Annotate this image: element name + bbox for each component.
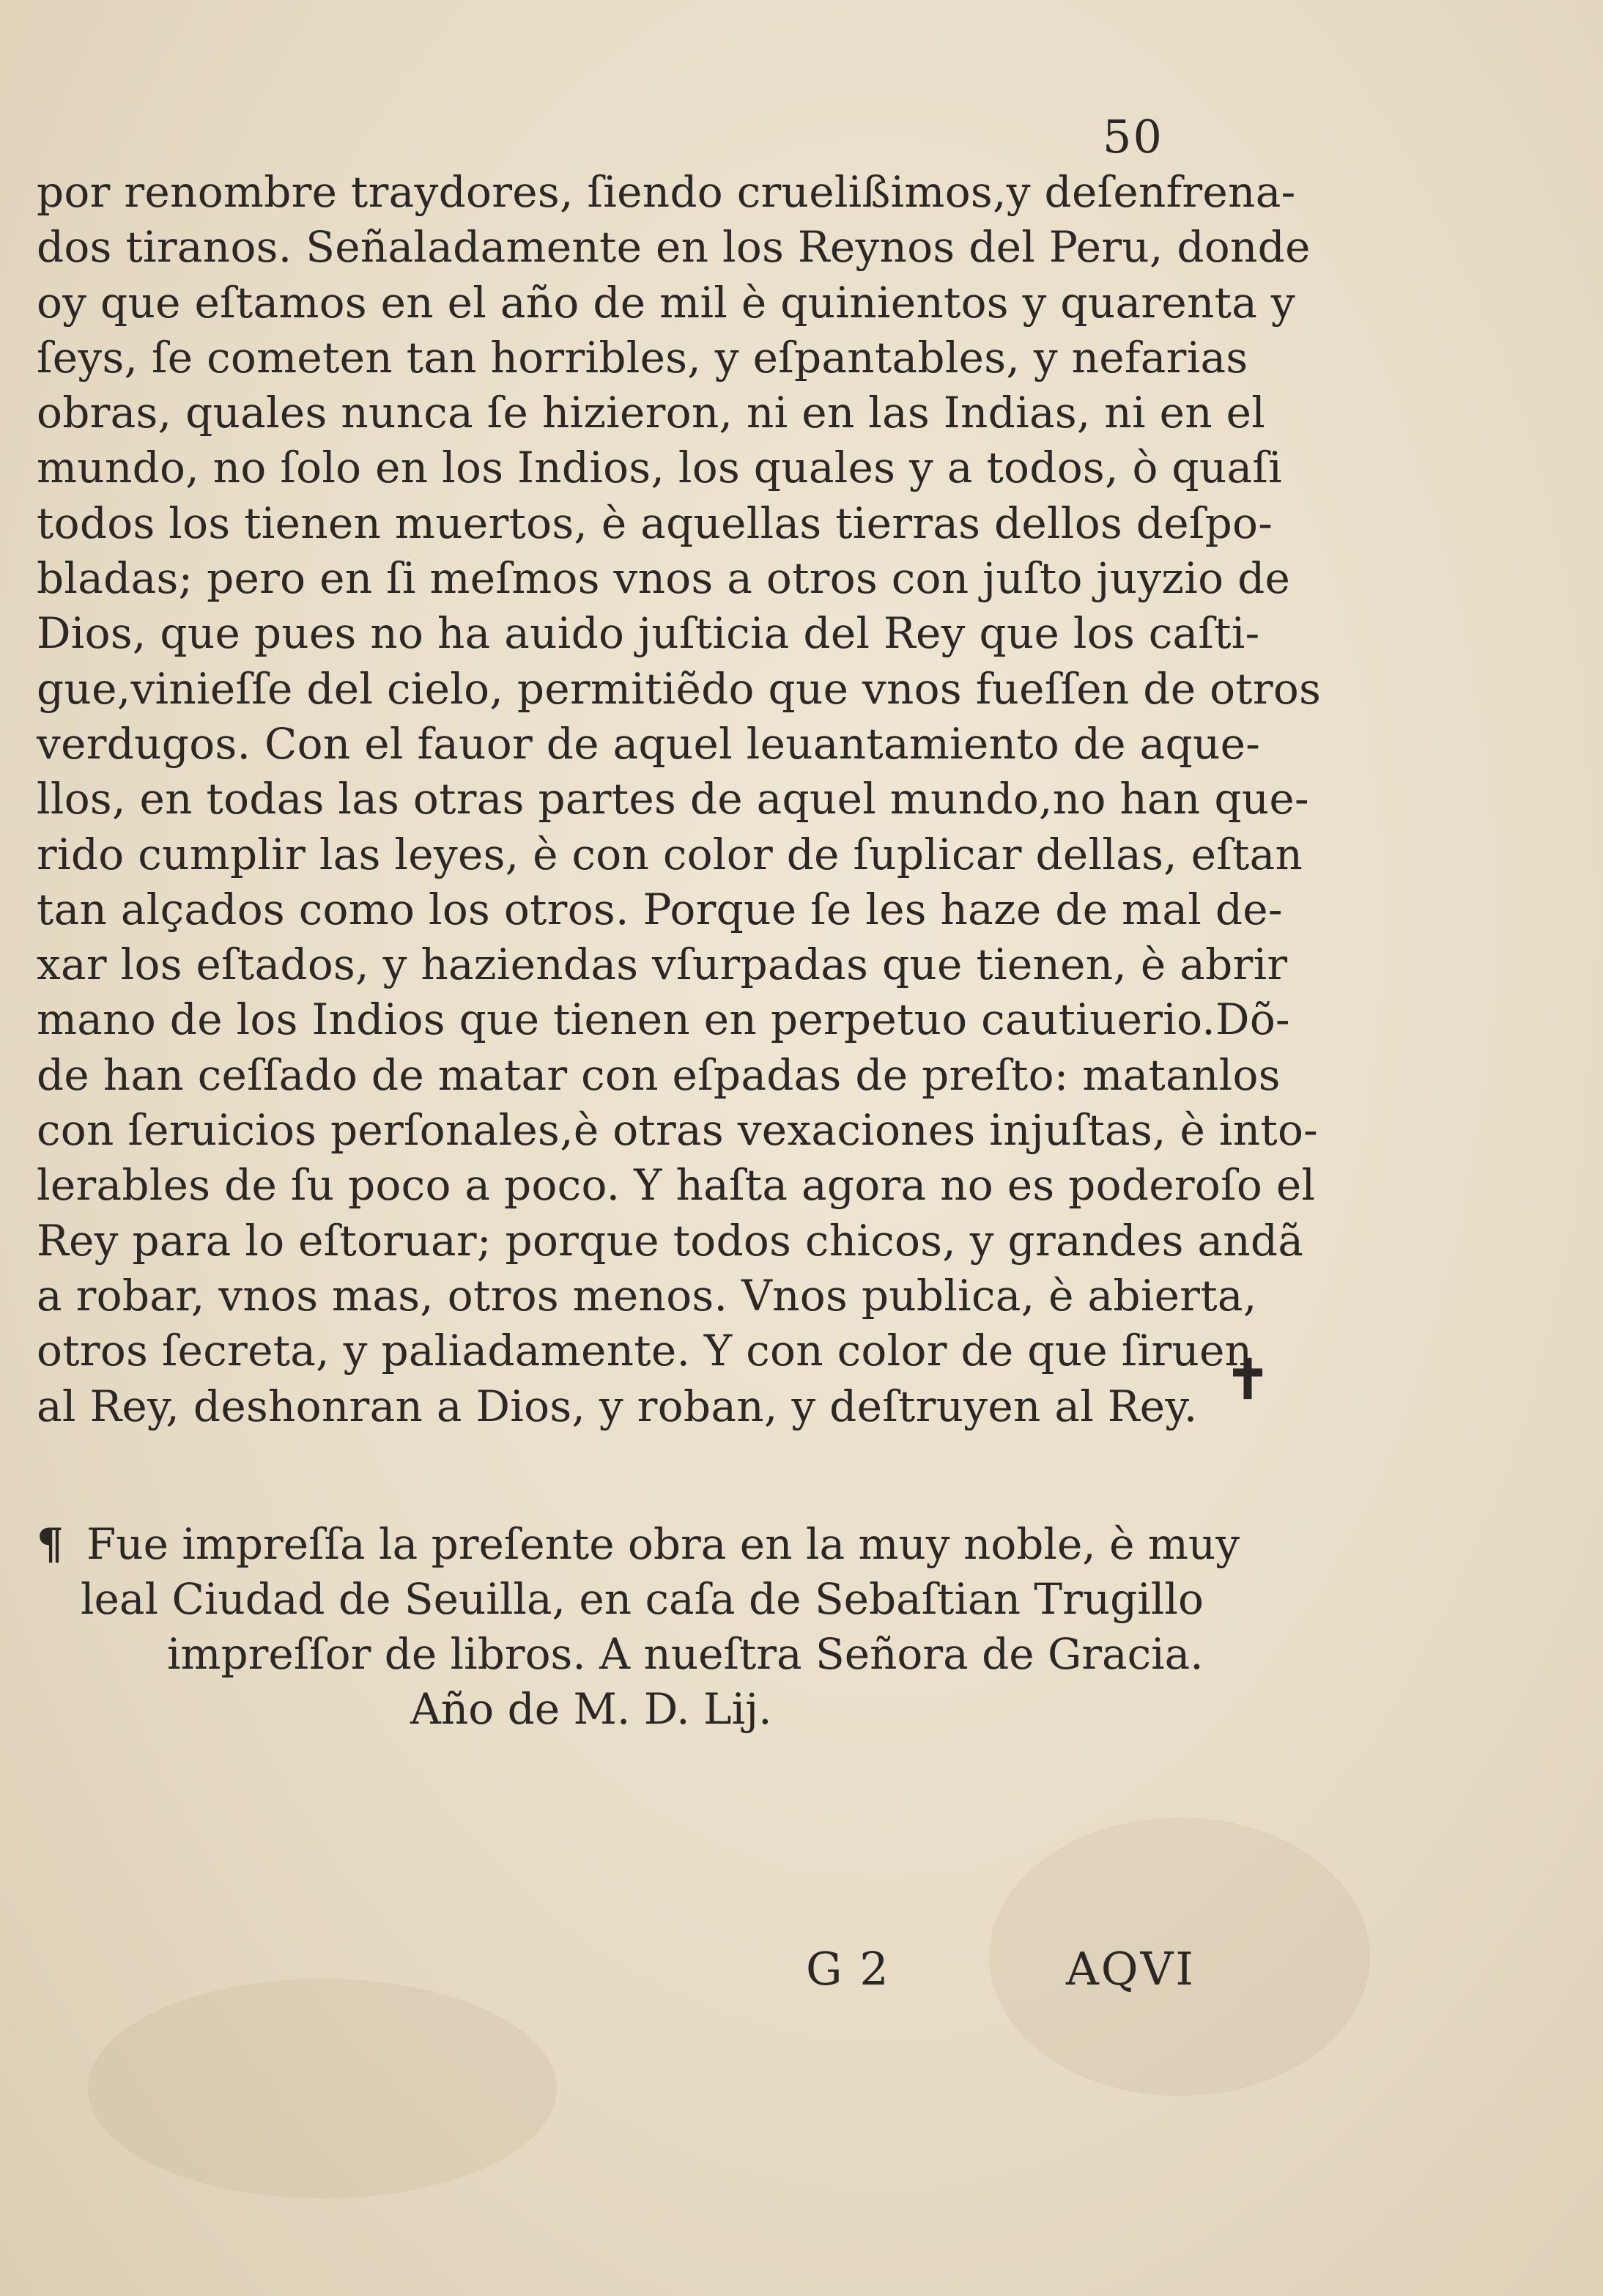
text-line: rido cumplir las leyes, è con color de ſuplicar dellas, eſtan <box>37 829 1303 879</box>
text-line: oy que eſtamos en el año de mil è quinientos y quarenta y <box>37 277 1295 328</box>
colophon-line: Año de M. D. Lij. <box>410 1684 772 1734</box>
text-line: a robar, vnos mas, otros menos. Vnos publica, è abierta, <box>37 1270 1257 1321</box>
colophon-line: impreſſor de libros. A nueſtra Señora de Gracia. <box>167 1629 1204 1679</box>
colophon-text: Fue impreſſa la preſente obra en la muy noble, è muy <box>86 1519 1240 1569</box>
text-line: con ſeruicios perſonales,è otras vexaciones injuſtas, è into- <box>37 1105 1319 1156</box>
text-line: verdugos. Con el fauor de aquel leuantamiento de aque- <box>37 718 1261 769</box>
signature-mark: G 2 <box>806 1942 890 1996</box>
text-line: dos tiranos. Señaladamente en los Reynos del Peru, donde <box>37 222 1311 273</box>
text-line: llos, en todas las otras partes de aquel mundo,no han que- <box>37 774 1309 824</box>
text-line: mano de los Indios que tienen en perpetuo cautiuerio.Dõ- <box>37 994 1290 1045</box>
text-line: de han ceſſado de matar con eſpadas de preſto: matanlos <box>37 1049 1281 1100</box>
text-line: lerables de ſu poco a poco. Y haſta agora no es poderoſo el <box>37 1160 1316 1211</box>
catchword: AQVI <box>1066 1942 1196 1996</box>
text-line: obras, quales nunca ſe hizieron, ni en las Indias, ni en el <box>37 388 1266 438</box>
text-line: otros ſecreta, y paliadamente. Y con color de que ſiruen <box>37 1326 1253 1376</box>
text-line: tan alçados como los otros. Porque ſe les haze de mal de- <box>37 884 1283 934</box>
text-line: Dios, que pues no ha auido juſticia del Rey que los caſti- <box>37 608 1260 659</box>
body-text <box>37 165 1322 1434</box>
text-line: Rey para lo eſtoruar; porque todos chicos, y grandes andã <box>37 1215 1304 1266</box>
text-line: gue,vinieſſe del cielo, permitiẽdo que vnos fueſſen de otros <box>37 663 1322 714</box>
text-line: bladas; pero en ſi meſmos vnos a otros con juſto juyzio de <box>37 553 1291 604</box>
text-line: por renombre traydores, ſiendo cruelißimos,y deſenfrena- <box>37 167 1296 217</box>
pilcrow-icon: ¶ <box>37 1519 64 1569</box>
cross-icon: ✝ <box>1225 1348 1271 1411</box>
text-line: al Rey, deshonran a Dios, y roban, y deſtruyen al Rey. <box>37 1381 1198 1431</box>
folio-number: 50 <box>1103 110 1163 163</box>
paper-stain <box>88 1979 557 2199</box>
text-line: mundo, no ſolo en los Indios, los quales y a todos, ò quaſi <box>37 443 1282 493</box>
colophon-line <box>37 1517 1240 1572</box>
colophon <box>37 1517 1240 1737</box>
colophon-line: leal Ciudad de Seuilla, en caſa de Sebaſtian Trugillo <box>81 1574 1204 1624</box>
text-line: ſeys, ſe cometen tan horribles, y eſpantables, y nefarias <box>37 332 1248 383</box>
text-line: xar los eſtados, y haziendas vſurpadas que tienen, è abrir <box>37 940 1288 990</box>
text-line: todos los tienen muertos, è aquellas tierras dellos deſpo- <box>37 498 1273 548</box>
